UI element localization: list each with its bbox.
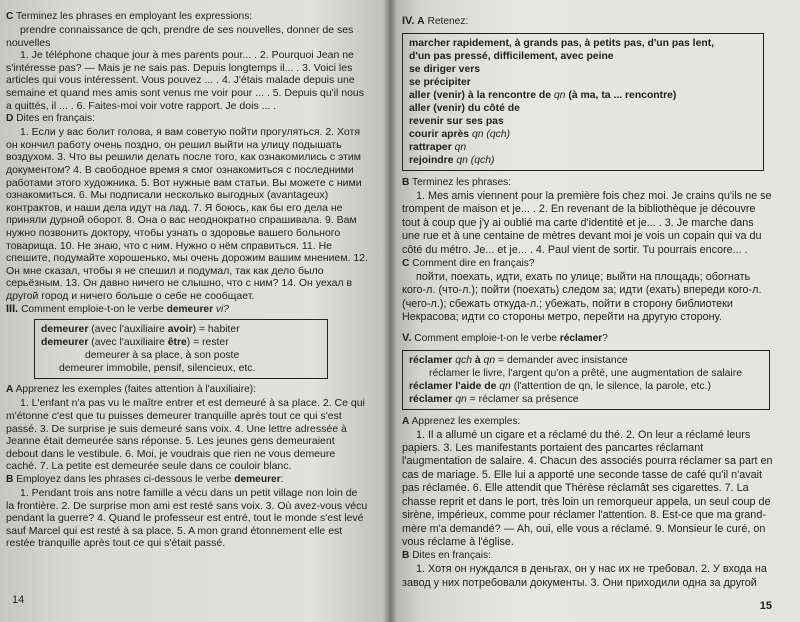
exercise-label: B [6,474,14,486]
box-line: demeurer à sa place, à son poste [85,350,240,362]
box-line [409,141,757,154]
exercise-b-text: 1. Mes amis viennent pour la première fois chez moi. Je crains qu'ils ne se trompent de maison et je... . 2. En revenant de la bibliothèque je découvre tout à coup que j'y ai oublié ma carte d'identité et je... . 3. Je marche dans une rue et à une centaine de mètres devant moi je vois un copain qui va du côté du métro. Je... et je... . 4. Paul vient de sortir. Tu pourrais encore... . [402,190,772,256]
box-bold: marcher rapidement, à grands pas, à petits pas, d'un pas lent, [409,38,715,49]
box-aux: (avec l'auxiliaire [91,337,165,349]
box-italic: qn [451,142,467,153]
exercise-label: A [6,384,14,396]
section-label: IV. [402,15,415,27]
box-bold: d'un pas pressé, difficilement, avec peine [409,51,614,62]
heading-text: Apprenez les exemples: [411,415,521,427]
box-line [409,89,757,102]
box-line [409,102,757,115]
box-line [41,336,321,349]
exercise-label: C [6,11,14,22]
left-page [0,0,390,622]
exercise-b-text: 1. Pendant trois ans notre famille a vécu dans un petit village non loin de la frontière. 2. De surprise mon ami est resté sans voix. 3. Où avez-vous vécu pendant la guerre? 4. Quand le professeur est entré, tout le monde s'est levé sauf Marcel qui est resté à sa place. 5. A mon grand étonnement elle est restée tranquille après tout ce qui s'était passé. [6,487,368,550]
box-bold: réclamer l'aide de [409,380,497,392]
heading-text: Apprenez les exemples (faites attention à l'auxiliaire): [15,384,256,396]
box-bold: se précipiter [409,77,471,88]
box-italic: qch [452,354,475,366]
exercise-b2-heading [402,549,774,563]
exercise-label: B [402,550,410,562]
box-bold: (à ma, ta ... rencontre) [568,90,677,101]
right-page [390,0,800,622]
exercise-c-expressions: prendre connaissance de qch, prendre de ses nouvelles, donner de ses nouvelles [6,24,354,49]
box-aux-word: avoir [167,324,193,336]
box-text: = demander avec insistance [495,354,628,366]
box-rest: ) = rester [186,337,229,349]
box-italic: qn [452,393,467,405]
page-number-right: 15 [759,600,772,612]
heading-text: Comment emploie-t-on le verbe [21,304,164,316]
box-bold: à [474,354,481,366]
heading-text: Employez dans les phrases ci-dessous le verbe [16,474,232,486]
exercise-label: A [417,16,425,27]
heading-suffix: vi? [215,304,229,316]
box-bold: réclamer [409,354,453,366]
box-aux-word: être [167,337,187,349]
exercise-label: D [6,113,14,125]
page-number-left: 14 [12,594,25,606]
heading-verb: réclamer [559,332,603,344]
heading-text: Dites en français: [412,550,491,562]
exercise-c-heading [6,10,368,24]
box-line [409,380,763,393]
heading-text: Dites en français: [16,113,95,125]
exercise-a-heading [6,383,368,397]
exercise-a-text: 1. L'enfant n'a pas vu le maître entrer et est demeuré à sa place. 2. Ce qui m'étonne c'est que tu puisses demeurer tranquille après tout ce qui s'est passé. 3. De surprise je suis demeuré sans voix. 4. Une lettre adressée à Jeanne était demeurée sans réponse. 5. Les jeunes gens demeuraient debout dans le vestibule. 6. Moi, je voudrais que rien ne vous demeure caché. 7. La petite est demeurée seule dans ce couloir blanc. [6,397,365,473]
section-iii-heading [6,302,368,317]
heading-text: Terminez les phrases: [412,177,512,188]
box-bold: courir après [409,129,470,140]
section-iv-heading [402,14,774,29]
box-italic: qn [480,354,496,366]
heading-text: Comment emploie-t-on le verbe [414,332,557,344]
heading-suffix: ? [602,332,608,344]
box-italic: qn (qch) [453,155,495,166]
box-line [409,354,763,367]
reclamer-usage-box [402,350,770,410]
heading-verb: demeurer [166,304,214,316]
box-line [409,76,757,89]
heading-verb: demeurer [234,474,281,486]
box-line: réclamer le livre, l'argent qu'on a prêté, une augmentation de salaire [429,367,742,379]
box-line [409,37,757,50]
demeurer-usage-box [34,319,328,379]
box-line [409,50,757,63]
box-bold: revenir sur ses pas [409,116,504,127]
exercise-d-text: 1. Если у вас болит голова, я вам советую пойти прогуляться. 2. Хотя он кончил работу очень поздно, он решил выйти на улицу подышать воздухом. 3. Что вы решили делать после того, как ознакомились с этим документом? 4. В свободное время я смог ознакомиться с последними работами этого художника. 5. Вот нужные вам статьи. Вы можете с ними ознакомиться. 6. Мы подписали несколько выгодных (avantageux) контрактов, и наши дела идут на лад. 7. Я боюсь, как бы его дела не приняли дурной оборот. 8. Она о вас неоднократно спрашивала. 9. Вам нужно позвонить доктору, чтобы узнать о здоровье вашего больного товарища. 10. Не знаю, что с ним. Нужно о нём справиться. 11. Не спешите, подумайте хорошенько, мы очень дорожим вашим мнением. 12. Он мне сказал, чтобы я не спешил и подумал, так как дело было серьёзным. 13. Он давно ничего не слышно, что с ним? 14. Он уехал в другой город и ничего больше о себе не сообщает. [6,126,368,302]
box-bold: se diriger vers [409,64,481,75]
box-line [409,393,763,406]
exercise-label: B [402,177,410,188]
heading-text: Retenez: [427,16,469,27]
box-verb: demeurer [41,337,89,349]
box-line [409,154,757,167]
box-bold: rattraper [409,142,452,153]
exercise-a-text: 1. Il a allumé un cigare et a réclamé du thé. 2. On leur a réclamé leurs papiers. 3. Les manifestants portaient des pancartes réclamant l'augmentation de salaire. 4. Chacun des associés pourra réclamer sa part en cas de mariage. 5. Elle lui a apporté une seconde tasse de café qu'il n'avait pas réclamée. 6. Elle attendit que Thérèse réclamât ses cigarettes. 7. La chasse reprit et dans le port, très loin un remorqueur appela, un seul coup de sirène, impérieux, comme pour réclamer l'attention. 8. Est-ce que ma grand-mère m'a demandé? — Ah, oui, elle vous a réclamé. 9. Monsieur le curé, on vous réclame à l'église. [402,428,773,548]
box-text: = réclamer sa présence [466,393,579,405]
box-verb: demeurer [41,324,89,336]
section-v-heading [402,331,774,346]
box-line: demeurer immobile, pensif, silencieux, etc. [59,363,256,375]
heading-text: Comment dire en français? [412,258,535,270]
exercise-b-heading [402,176,774,190]
box-line [409,115,757,128]
box-bold: aller (venir) du côté de [409,103,520,114]
exercise-b2-text: 1. Хотя он нуждался в деньгах, он у нас их не требовал. 2. У входа на завод у них потребовали документы. 3. Они приходили одна за другой [402,563,767,589]
section-label: III. [6,303,19,316]
box-line [409,63,757,76]
box-italic: qn [551,90,569,101]
box-bold: aller (venir) à la rencontre de [409,90,552,101]
retenez-box [402,33,764,171]
exercise-label: C [402,258,410,270]
exercise-label: A [402,415,410,427]
box-italic: qn (qch) [469,129,511,140]
exercise-c-text: 1. Je téléphone chaque jour à mes parents pour... . 2. Pourquoi Jean ne s'intéresse pas? — Mais je ne sais pas. Depuis longtemps il... . 3. Voici les articles qui vous intéressent. Vous pouvez ... . 4. J'étais malade depuis une semaine et quand mes amis sont venus me voir pour ... . 5. Depuis qu'il nous a quittés, il ... . 6. Faites-moi voir votre rapport. Je dois ... . [6,49,365,112]
box-italic: qn [496,380,511,392]
box-line [41,323,321,336]
box-bold: rejoindre [409,155,454,166]
book-spine-shadow [383,0,397,622]
exercise-c-heading [402,257,774,271]
box-line [409,128,757,141]
box-aux: (avec l'auxiliaire [91,324,165,336]
exercise-c-text: пойти, поехать, идти, ехать по улице; выйти на площадь; обогнать кого-л. (что-л.); пойти (поехать) следом за; идти (ехать) впереди кого-л. (чего-л.); сбежать откуда-л.; убежать, пойти в сторону библиотеки Некрасова; идти со стороны метро, перейти на другую сторону. [402,271,762,324]
box-bold: réclamer [409,393,453,405]
section-label: V. [402,331,412,344]
heading-text: Terminez les phrases en employant les expressions: [16,11,253,22]
exercise-b-heading: B Employez dans les phrases ci-dessous le verbe demeurer: [6,474,284,486]
box-text: (l'attention de qn, le silence, la parole, etc.) [510,380,711,392]
box-rest: ) = habiter [192,324,240,336]
exercise-d-heading [6,112,368,126]
exercise-a-heading [402,415,774,429]
